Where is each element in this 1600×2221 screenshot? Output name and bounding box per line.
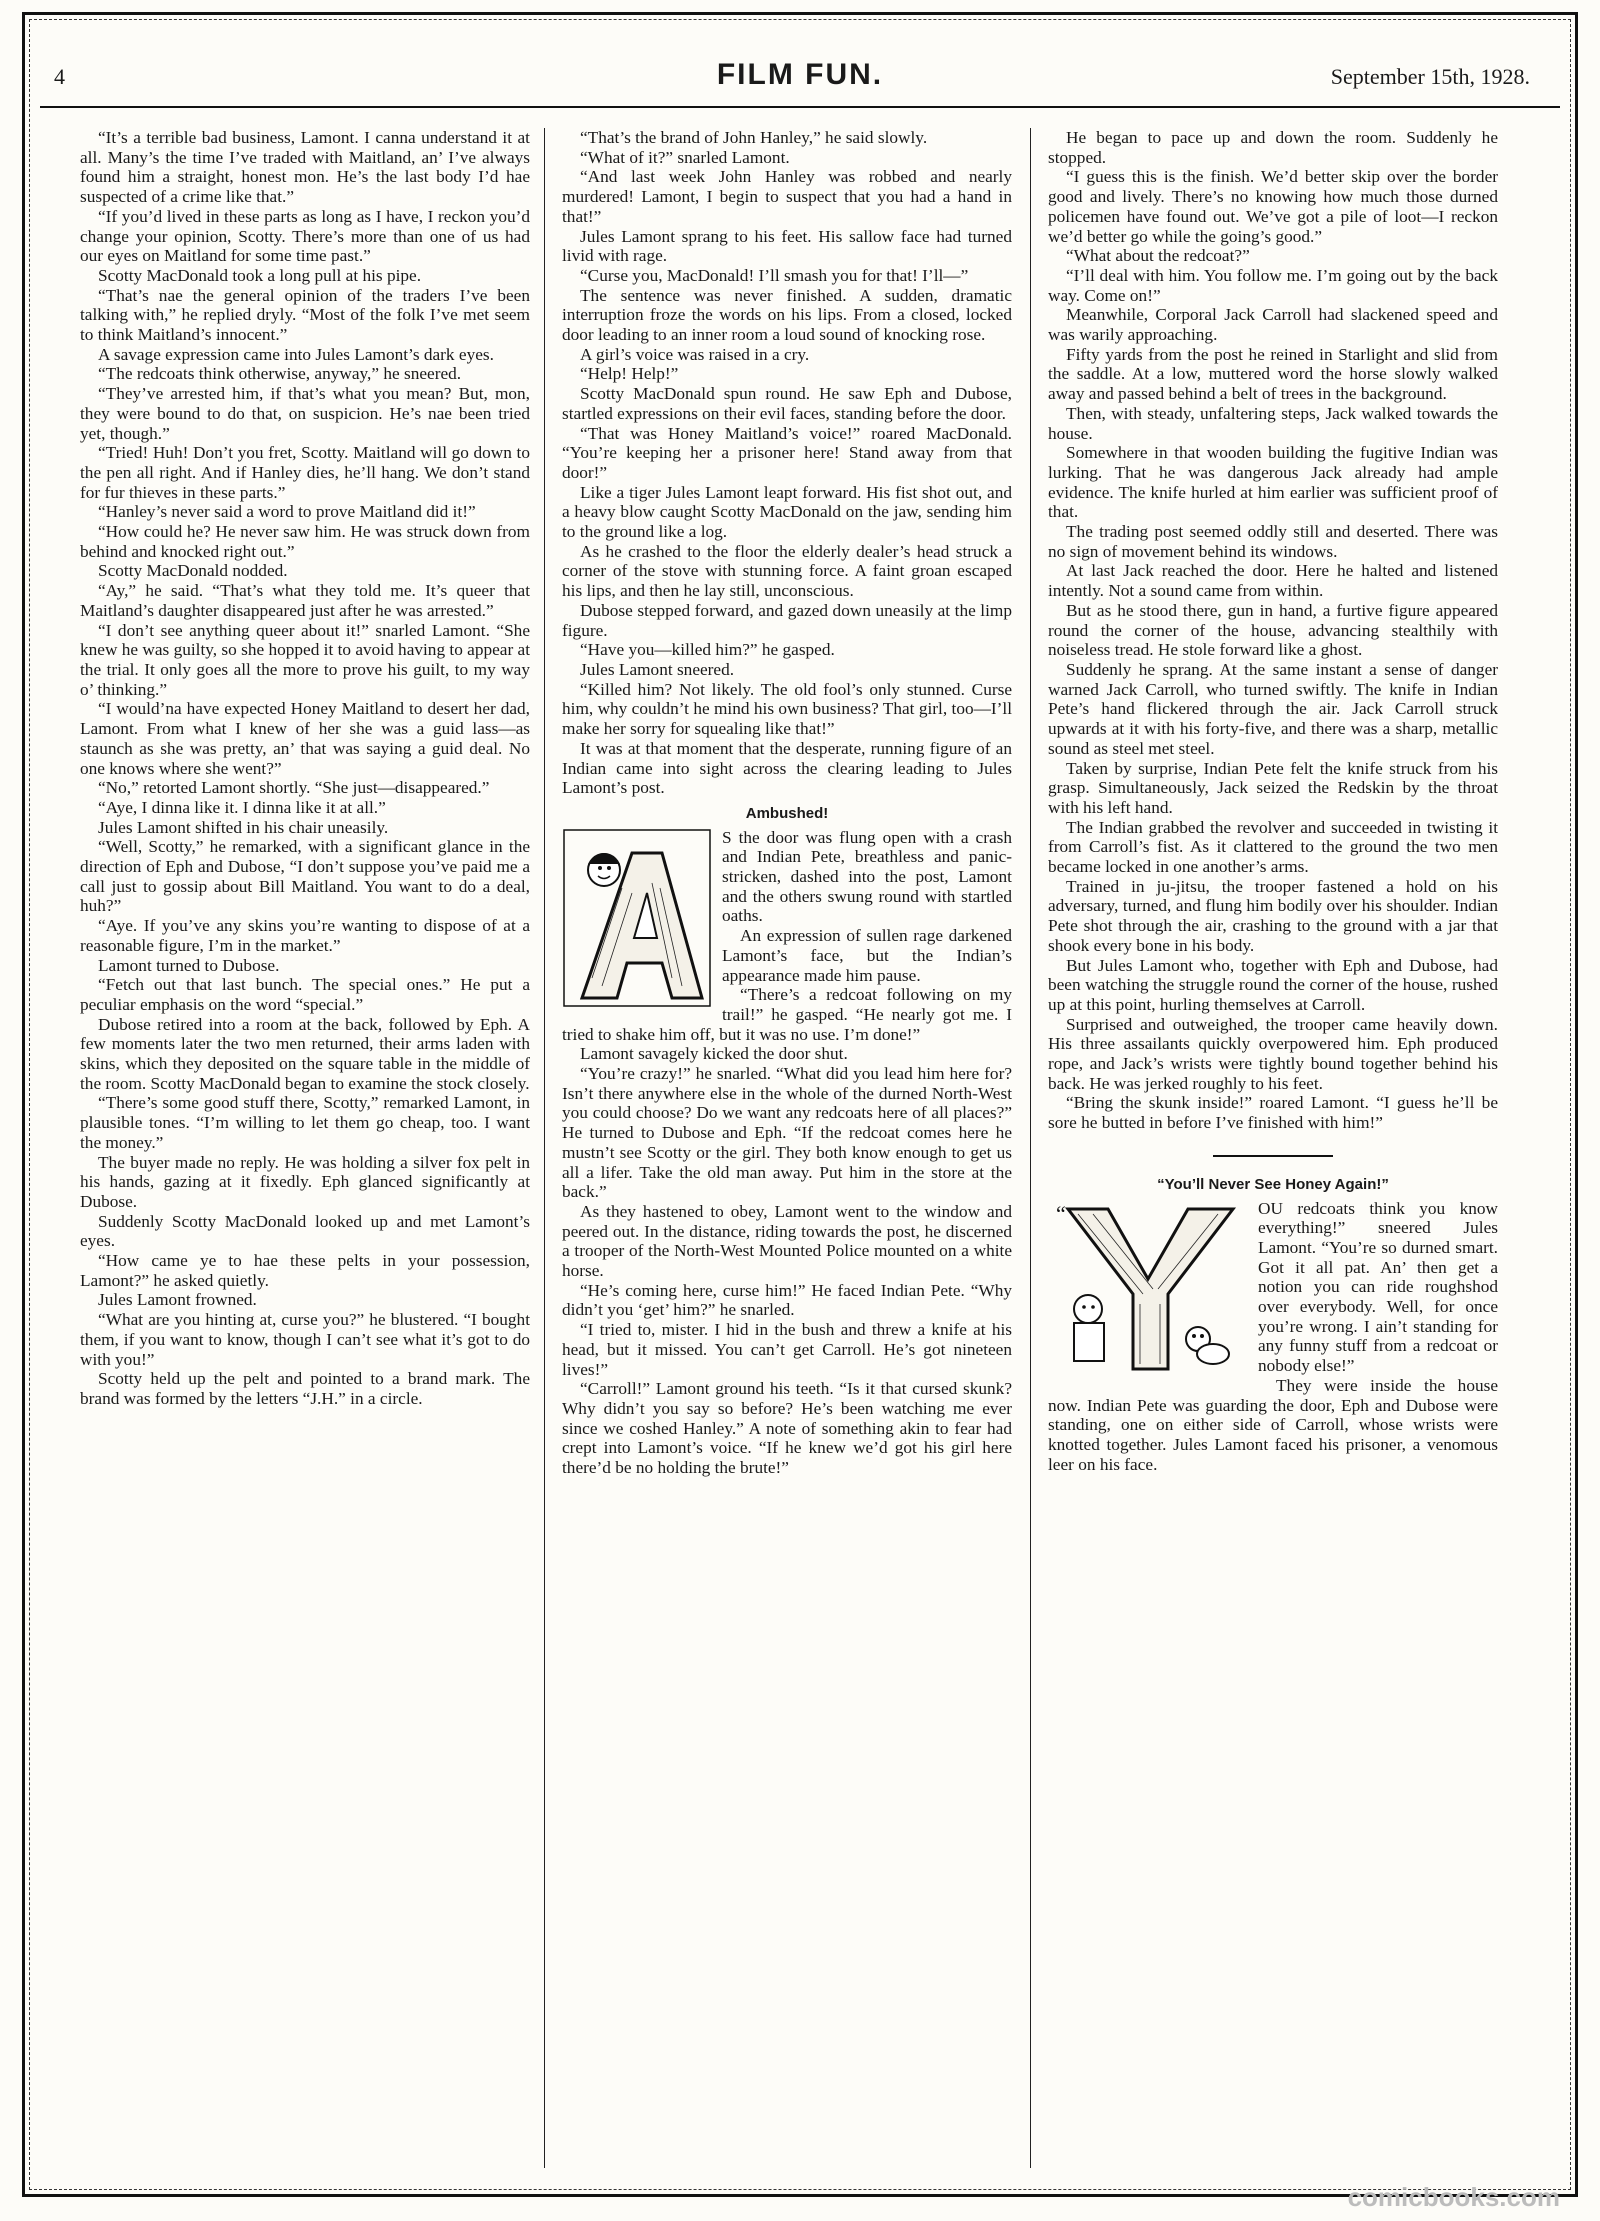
page-header	[40, 50, 1560, 100]
story-paragraph: Fifty yards from the post he reined in Starlight and slid from the saddle. At a low, muttered word the horse slowly walked away and passed behind a belt of trees in the background.	[1048, 344, 1498, 404]
story-paragraph: “Curse you, MacDonald! I’ll smash you for that! I’ll—”	[580, 265, 969, 285]
story-paragraph: “That’s nae the general opinion of the traders I’ve been talking with,” he replied dryly. “Most of the folk I’ve met seem to think Maitland’s innocent.”	[80, 285, 530, 345]
story-paragraph: “And last week John Hanley was robbed and nearly murdered! Lamont, I begin to suspect that you had a hand in that!”	[562, 167, 1012, 226]
story-paragraph: Lamont savagely kicked the door shut.	[580, 1044, 848, 1064]
story-column-2	[562, 128, 1012, 2168]
story-paragraph: “I would’na have expected Honey Maitland to desert her dad, Lamont. From what I knew of her she was a guid lass—as staunch as she was pretty, an’ that was saying a guid deal. No one knows where she went?”	[80, 699, 530, 778]
story-paragraph: Scotty held up the pelt and pointed to a brand mark. The brand was formed by the letters “J.H.” in a circle.	[80, 1369, 530, 1408]
story-paragraph: “Carroll!” Lamont ground his teeth. “Is it that cursed skunk? Why didn’t you say so before? He’s been watching me ever since we coshed Hanley.” A note of something akin to fear had crept into Lamont’s voice. “If he knew we’d got his girl here there’d be no holding the brute!”	[562, 1379, 1012, 1478]
story-paragraph: “Tried! Huh! Don’t you fret, Scotty. Maitland will go down to the pen all right. And if Hanley dies, he’ll hang. We don’t stand for fur thieves in these parts.”	[80, 443, 530, 502]
story-paragraph: As they hastened to obey, Lamont went to the window and peered out. In the distance, riding towards the post, he discerned a trooper of the North-West Mounted Police mounted on a white horse.	[562, 1201, 1012, 1281]
story-paragraph: “Have you—killed him?” he gasped.	[580, 640, 835, 660]
story-paragraph: “No,” retorted Lamont shortly. “She just—disappeared.”	[98, 778, 490, 798]
dropcap-y-illustration	[1048, 1199, 1248, 1379]
story-column-3	[1048, 128, 1498, 2168]
story-paragraph: “Well, Scotty,” he remarked, with a significant glance in the direction of Eph and Dubose, “I don’t suppose you’ve paid me a call just to gossip about Bill Maitland. You want to do a deal, huh?”	[80, 837, 530, 916]
story-paragraph: An expression of sullen rage darkened Lamont’s face, but the Indian’s appearance made him pause.	[722, 926, 1012, 985]
story-paragraph: “I don’t see anything queer about it!” snarled Lamont. “She knew he was guilty, so she hopped it to avoid having to appear at the trial. It only goes all the more to prove his guilt, to my way o’ thinking.”	[80, 620, 530, 699]
story-paragraph: “What are you hinting at, curse you?” he blustered. “I bought them, if you want to know, though I can’t see what it’s got to do with you!”	[80, 1310, 530, 1369]
story-paragraph: “That was Honey Maitland’s voice!” roared MacDonald. “You’re keeping her a prisoner here! Stand away from that door!”	[562, 423, 1012, 482]
header-rule	[40, 106, 1560, 108]
story-paragraph: Meanwhile, Corporal Jack Carroll had slackened speed and was warily approaching.	[1048, 305, 1498, 345]
story-paragraph: Like a tiger Jules Lamont leapt forward. His fist shot out, and a heavy blow caught Scotty MacDonald on the jaw, sending him to the ground like a log.	[562, 482, 1012, 542]
story-paragraph: “That’s the brand of John Hanley,” he said slowly.	[580, 128, 928, 147]
story-paragraph: Surprised and outweighed, the trooper came heavily down. His three assailants quickly overpowered him. Eph produced rope, and Jack’s wrists were tightly bound together behind his back. He was jerked roughly to his feet.	[1048, 1014, 1498, 1093]
story-paragraph: Then, with steady, unfaltering steps, Jack walked towards the house.	[1048, 403, 1498, 443]
story-paragraph: The buyer made no reply. He was holding a silver fox pelt in his hands, gazing at it fixedly. Eph glanced significantly at Dubose.	[80, 1152, 530, 1211]
story-paragraph: Taken by surprise, Indian Pete felt the knife struck from his grasp. Simultaneously, Jack seized the Redskin by the throat with his left hand.	[1048, 758, 1498, 817]
story-paragraph: Suddenly Scotty MacDonald looked up and met Lamont’s eyes.	[80, 1211, 530, 1251]
story-paragraph: Scotty MacDonald spun round. He saw Eph and Dubose, startled expressions on their evil faces, standing before the door.	[562, 384, 1012, 423]
story-paragraph: Jules Lamont sneered.	[580, 659, 735, 679]
page-number: 4	[54, 64, 65, 89]
story-paragraph: “I tried to, mister. I hid in the bush and threw a knife at his head, but it missed. You can’t get Carroll. He’s got nineteen lives!”	[562, 1320, 1012, 1379]
story-paragraph: “What of it?” snarled Lamont.	[580, 147, 790, 167]
dropcap-paragraph: OU redcoats think you know everything!” sneered Jules Lamont. “You’re so durned smart. Got it all pat. An’ then get a notion you can ride roughshod over everybody. Well, for once you’re wrong. I ain’t standing for any funny stuff from a redcoat or nobody else!”	[1258, 1198, 1498, 1376]
story-paragraph: But Jules Lamont who, together with Eph and Dubose, had been watching the struggle round the corner of the house, rushed up at this point, hurling themselves at Carroll.	[1048, 955, 1498, 1014]
story-paragraph: Suddenly he sprang. At the same instant a sense of danger warned Jack Carroll, who turned swiftly. The knife in Indian Pete’s hand flickered through the air. Jack Carroll struck upwards at it with his forty-five, and there was a sharp, metallic sound as steel met steel.	[1048, 659, 1498, 758]
section-rule	[1213, 1155, 1333, 1157]
story-paragraph: “I guess this is the finish. We’d better skip over the border good and lively. There’s no knowing how much those durned policemen have found out. We’ve got a pile of loot—I reckon we’d better go while the going’s good.”	[1048, 167, 1498, 246]
story-paragraph: “I’ll deal with him. You follow me. I’m going out by the back way. Come on!”	[1048, 265, 1498, 305]
dropcap-a-icon	[562, 828, 712, 1008]
story-paragraph: “Hanley’s never said a word to prove Maitland did it!”	[98, 502, 476, 522]
story-paragraph: Jules Lamont shifted in his chair uneasily.	[98, 817, 389, 837]
story-paragraph: “They’ve arrested him, if that’s what you mean? But, mon, they were bound to do that, on suspicion. He’s nae been tried yet, though.”	[80, 384, 530, 443]
story-column-1	[80, 128, 530, 2168]
story-paragraph: A savage expression came into Jules Lamont’s dark eyes.	[98, 344, 494, 364]
story-paragraph: “How came ye to hae these pelts in your possession, Lamont?” he asked quietly.	[80, 1251, 530, 1290]
issue-date: September 15th, 1928.	[1330, 64, 1530, 89]
story-paragraph: “If you’d lived in these parts as long as I have, I reckon you’d change your opinion, Scotty. There’s more than one of us had our eyes on Maitland for some time past.”	[80, 206, 530, 266]
story-paragraph: As he crashed to the floor the elderly dealer’s head struck a corner of the stove with stunning force. A faint groan escaped his lips, and then he lay still, unconscious.	[562, 541, 1012, 601]
story-paragraph: “Help! Help!”	[580, 364, 679, 384]
column-divider	[544, 128, 545, 2168]
story-paragraph: Lamont turned to Dubose.	[98, 955, 280, 975]
story-paragraph: The trading post seemed oddly still and deserted. There was no sign of movement behind its windows.	[1048, 522, 1498, 561]
dropcap-paragraph: S the door was flung open with a crash and Indian Pete, breathless and panic-stricken, dashed into the post, Lamont and the others swung round with startled oaths.	[722, 827, 1012, 926]
section-heading-ambushed: Ambushed!	[745, 804, 829, 822]
story-paragraph: “Bring the skunk inside!” roared Lamont. “I guess he’ll be sore he butted in before I’ve finished with him!”	[1048, 1093, 1498, 1133]
story-paragraph: “You’re crazy!” he snarled. “What did you lead him here for? Isn’t there anywhere else in the whole of the durned North-West you could choose? Do we want any redcoats here of all places?” He turned to Dubose and Eph. “If the redcoat comes here he mustn’t see Scotty or the girl. They both know enough to get us all a lifer. Take the old man away. Put him in the store at the back.”	[562, 1064, 1012, 1202]
paper-title: FILM FUN.	[716, 58, 884, 91]
story-paragraph: “Killed him? Not likely. The old fool’s only stunned. Curse him, why couldn’t he mind his own business? That girl, too—I’ll make her sorry for squealing like that!”	[562, 679, 1012, 739]
column-divider	[1030, 128, 1031, 2168]
story-paragraph: “Aye. If you’ve any skins you’re wanting to dispose of at a reasonable figure, I’m in the market.”	[80, 916, 530, 955]
story-paragraph: Jules Lamont frowned.	[98, 1290, 257, 1310]
story-paragraph: Dubose stepped forward, and gazed down uneasily at the limp figure.	[562, 600, 1012, 640]
story-paragraph: “Ay,” he said. “That’s what they told me. It’s queer that Maitland’s daughter disappeared just after he was arrested.”	[80, 581, 530, 620]
story-paragraph: Scotty MacDonald nodded.	[98, 561, 288, 581]
story-paragraph: But as he stood there, gun in hand, a furtive figure appeared round the corner of the house, advancing stealthily with noiseless tread. He stole forward like a ghost.	[1048, 600, 1498, 660]
story-paragraph: Scotty MacDonald took a long pull at his pipe.	[98, 265, 422, 285]
story-paragraph: Somewhere in that wooden building the fugitive Indian was lurking. That he was dangerous Jack already had ample evidence. The knife hurled at him earlier was sufficient proof of that.	[1048, 443, 1498, 522]
story-paragraph: “The redcoats think otherwise, anyway,” he sneered.	[98, 364, 462, 384]
story-paragraph: They were inside the house now. Indian Pete was guarding the door, Eph and Dubose were standing, one on either side of Carroll, whose wrists were knotted together. Jules Lamont faced his prisoner, a venomous leer on his face.	[1048, 1375, 1498, 1474]
story-paragraph: The sentence was never finished. A sudden, dramatic interruption froze the words on his lips. From a closed, locked door leading to an inner room a loud sound of knocking rose.	[562, 285, 1012, 345]
story-paragraph: “He’s coming here, curse him!” He faced Indian Pete. “Why didn’t you ‘get’ him?” he snarled.	[562, 1280, 1012, 1320]
watermark: comicbooks.com	[1347, 2182, 1560, 2212]
story-paragraph: The Indian grabbed the revolver and succeeded in twisting it from Carroll’s fist. As it clattered to the ground the two men became locked in one another’s arms.	[1048, 817, 1498, 877]
svg-text:“: “	[1056, 1200, 1066, 1226]
story-paragraph: It was at that moment that the desperate, running figure of an Indian came into sight across the clearing leading to Jules Lamont’s post.	[562, 738, 1012, 798]
story-paragraph: He began to pace up and down the room. Suddenly he stopped.	[1048, 128, 1498, 167]
story-paragraph: “How could he? He never saw him. He was struck down from behind and knocked right out.”	[80, 522, 530, 561]
story-paragraph: “What about the redcoat?”	[1066, 246, 1250, 266]
story-paragraph: Jules Lamont sprang to his feet. His sallow face had turned livid with rage.	[562, 226, 1012, 266]
story-paragraph: “Aye, I dinna like it. I dinna like it at all.”	[98, 797, 386, 817]
section-heading-never-see-honey: “You’ll Never See Honey Again!”	[1157, 1175, 1389, 1193]
story-paragraph: A girl’s voice was raised in a cry.	[580, 344, 810, 364]
dropcap-y-icon	[1048, 1199, 1248, 1379]
story-paragraph: “It’s a terrible bad business, Lamont. I canna understand it at all. Many’s the time I’ve traded with Maitland, an’ I’ve always found him a straight, honest mon. He’s the last body I’d hae suspected of a crime like that.”	[80, 128, 530, 207]
story-paragraph: “Fetch out that last bunch. The special ones.” He put a peculiar emphasis on the word “special.”	[80, 975, 530, 1014]
story-paragraph: At last Jack reached the door. Here he halted and listened intently. Not a sound came from within.	[1048, 561, 1498, 601]
story-paragraph: “There’s some good stuff there, Scotty,” remarked Lamont, in plausible tones. “I’m willing to let them go cheap, too. I want the money.”	[80, 1093, 530, 1152]
story-paragraph: “There’s a redcoat following on my trail!” he gasped. “He nearly got me. I tried to shake him off, but it was no use. I’m done!”	[562, 985, 1012, 1044]
story-paragraph: Trained in ju-jitsu, the trooper fastened a hold on his adversary, turned, and flung him bodily over his shoulder. Indian Pete shot through the air, crashing to the ground with a jar that shook every bone in his body.	[1048, 876, 1498, 955]
dropcap-a-illustration	[562, 828, 712, 1008]
story-paragraph: Dubose retired into a room at the back, followed by Eph. A few moments later the two men returned, their arms laden with skins, which they deposited on the square table in the middle of the room. Scotty MacDonald began to examine the stock closely.	[80, 1014, 530, 1093]
